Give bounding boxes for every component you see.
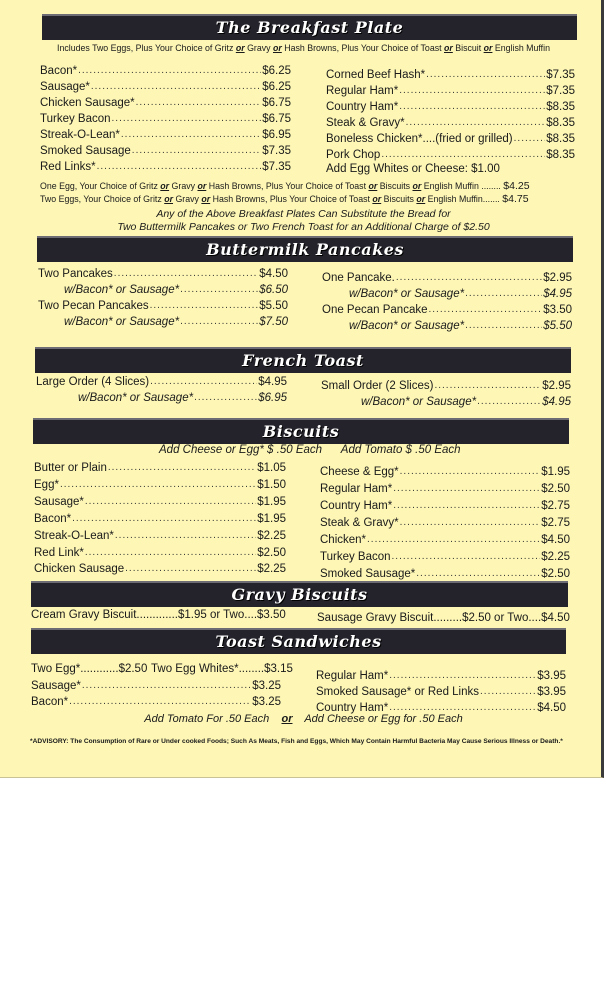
menu-item: Sausage* ..... $3.25 (31, 676, 281, 692)
section-header-biscuits (33, 418, 569, 444)
menu-item-addon: w/Bacon* or Sausage* ..... $4.95 (349, 284, 572, 300)
menu-item-addon: w/Bacon* or Sausage* ..... $6.95 (78, 388, 287, 404)
section-header-gravy-biscuits (31, 581, 568, 607)
section-title: Gravy Biscuits (231, 585, 368, 604)
menu-item: Bacon* ..... $3.25 (31, 692, 281, 708)
section-title: Toast Sandwiches (215, 632, 382, 651)
biscuit-addons: Add Cheese or Egg* $ .50 Each Add Tomato $ .50 Each (159, 444, 461, 456)
section-header-french-toast (35, 347, 571, 373)
menu-item: Steak & Gravy* ..... $2.75 (320, 513, 570, 529)
menu-item: Regular Ham* ..... $7.35 (326, 81, 575, 97)
section-header-breakfast-plate (42, 14, 577, 40)
menu-item: Red Links* ..... $7.35 (40, 157, 291, 173)
menu-item: Sausage* ..... $1.95 (34, 492, 286, 508)
menu-item: Country Ham* ..... $2.75 (320, 496, 570, 512)
section-header-pancakes (37, 236, 573, 262)
two-egg-whites-sandwich: Two Egg Whites*........$3.15 (151, 663, 293, 675)
menu-item: Two Pancakes ..... $4.50 (38, 264, 288, 280)
menu-item: Red Link* ..... $2.50 (34, 543, 286, 559)
menu-item: Smoked Sausage* or Red Links ..... $3.95 (316, 682, 566, 698)
menu-item: Bacon* ..... $1.95 (34, 509, 286, 525)
menu-item: Chicken Sausage* ..... $6.75 (40, 93, 291, 109)
menu-item: Bacon* ..... $6.25 (40, 61, 291, 77)
menu-item: Turkey Bacon ..... $6.75 (40, 109, 291, 125)
menu-item: Chicken* ..... $4.50 (320, 530, 570, 546)
menu-item: Sausage* ..... $6.25 (40, 77, 291, 93)
menu-item: Corned Beef Hash* ..... $7.35 (326, 65, 575, 81)
menu-item: Small Order (2 Slices) ..... $2.95 (321, 376, 571, 392)
cream-gravy-biscuit: Cream Gravy Biscuit.............$1.95 or Two....$3.50 (31, 609, 286, 621)
menu-item: Two Pecan Pancakes ..... $5.50 (38, 296, 288, 312)
menu-item: Large Order (4 Slices) ..... $4.95 (36, 372, 287, 388)
menu-item: Country Ham* ..... $4.50 (316, 698, 566, 714)
substitute-note: Any of the Above Breakfast Plates Can Substitute the Bread for Two Buttermilk Pancakes or Two French Toast for an Additional Charge of $2.50 (117, 208, 490, 233)
menu-item: Turkey Bacon ..... $2.25 (320, 547, 570, 563)
section-title: Buttermilk Pancakes (206, 240, 404, 259)
menu-item: Regular Ham* ..... $3.95 (316, 666, 566, 682)
menu-item: Streak-O-Lean* ..... $6.95 (40, 125, 291, 141)
menu-item: Cheese & Egg* ..... $1.95 (320, 462, 570, 478)
breakfast-plate-intro: Includes Two Eggs, Plus Your Choice of Gritz or Gravy or Hash Browns, Plus Your Choice of Toast or Biscuit or English Muffin (57, 43, 550, 53)
menu-item: Steak & Gravy* ..... $8.35 (326, 113, 575, 129)
menu-item: Smoked Sausage* ..... $2.50 (320, 564, 570, 580)
menu-item: Pork Chop ..... $8.35 (326, 145, 575, 161)
menu-item: Chicken Sausage ..... $2.25 (34, 559, 286, 575)
menu-item-addon: w/Bacon* or Sausage* ..... $6.50 (64, 280, 288, 296)
section-title: The Breakfast Plate (215, 18, 404, 37)
section-title: French Toast (242, 351, 364, 370)
menu-item: Egg* ..... $1.50 (34, 475, 286, 491)
one-egg-plate: One Egg, Your Choice of Gritz or Gravy or Hash Browns, Plus Your Choice of Toast or Biscuits or English Muffin ........ $4.25 (40, 180, 530, 192)
two-eggs-plate: Two Eggs, Your Choice of Gritz or Gravy or Hash Browns, Plus Your Choice of Toast or Biscuits or English Muffin....... $4.75 (40, 193, 529, 205)
menu-item-addon: w/Bacon* or Sausage* ..... $7.50 (64, 312, 288, 328)
advisory-note: *ADVISORY: The Consumption of Rare or Under cooked Foods; Such As Meats, Fish and Eggs, Which May Contain Harmful Bacteria May Cause Serious Illness or Death.* (30, 738, 563, 745)
toast-addons: Add Tomato For .50 Each or Add Cheese or Egg for .50 Each (144, 713, 463, 725)
menu-item: Smoked Sausage ..... $7.35 (40, 141, 291, 157)
menu-item: Streak-O-Lean* ..... $2.25 (34, 526, 286, 542)
menu-item: One Pancake. ..... $2.95 (322, 268, 572, 284)
egg-whites-addon: Add Egg Whites or Cheese: $1.00 (326, 163, 500, 175)
menu-item: Regular Ham* ..... $2.50 (320, 479, 570, 495)
menu-item-addon: w/Bacon* or Sausage* ..... $4.95 (361, 392, 571, 408)
menu-item: One Pecan Pancake ..... $3.50 (322, 300, 572, 316)
sausage-gravy-biscuit: Sausage Gravy Biscuit.........$2.50 or Two....$4.50 (317, 612, 570, 624)
menu-item-addon: w/Bacon* or Sausage* ..... $5.50 (349, 316, 572, 332)
menu-item: Butter or Plain ..... $1.05 (34, 458, 286, 474)
section-title: Biscuits (262, 422, 340, 441)
menu-item: Boneless Chicken*....(fried or grilled) ..... $8.35 (326, 129, 575, 145)
two-egg-sandwich: Two Egg*............$2.50 (31, 663, 148, 675)
section-header-toast-sandwiches (31, 628, 566, 654)
menu-item: Country Ham* ..... $8.35 (326, 97, 575, 113)
